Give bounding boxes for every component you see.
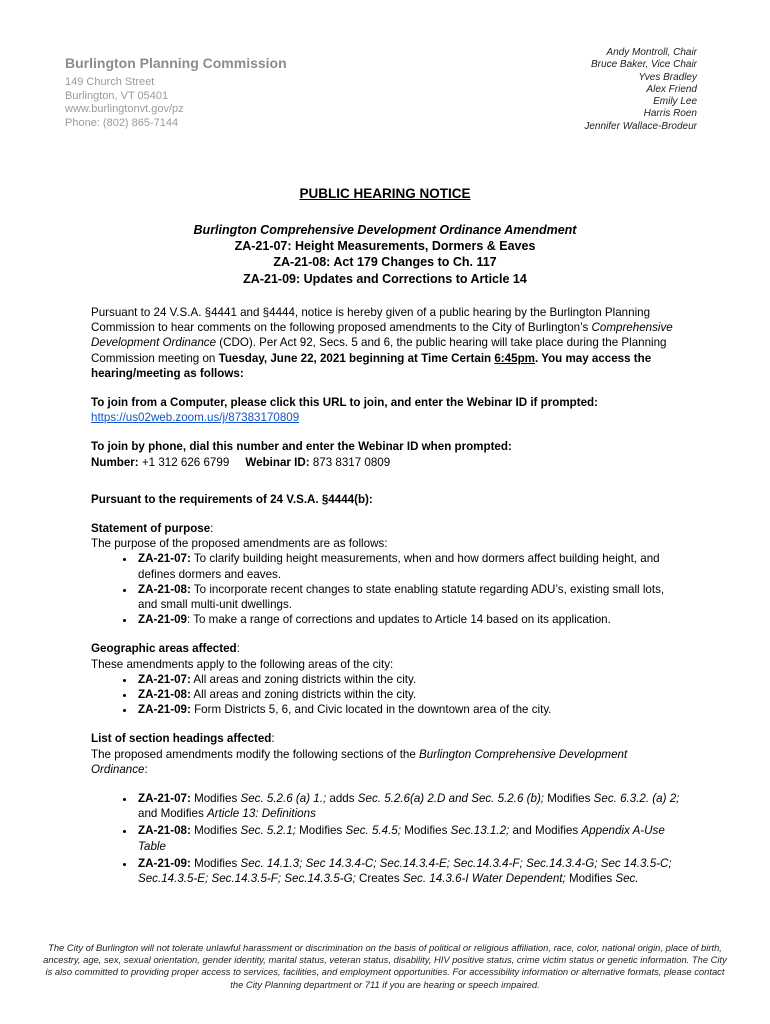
amendment-code: ZA-21-08: [138,582,191,596]
item-text: Modifies [190,824,241,838]
org-name: Burlington Planning Commission [65,55,287,71]
section-ref: Sec. 5.2.1; [240,824,296,838]
sections-heading-text: List of section headings affected [91,732,272,746]
amendment-code: ZA-21-09: [138,856,191,870]
intro-access-text: . You may access the hearing/meeting as follows: [91,351,652,380]
item-text: and Modifies [509,824,582,838]
member-name: Bruce Baker, Vice Chair [591,59,697,71]
purpose-intro: The purpose of the proposed amendments are as follows: [91,537,388,551]
join-computer-label: To join from a Computer, please click this URL to join, and enter the Webinar ID if prompted: [91,396,598,410]
webinar-id-label: Webinar ID: [245,455,310,469]
item-text: Creates [355,872,403,886]
amendment-code: ZA-21-09: [138,703,191,717]
list-item [136,702,681,717]
section-ref: Article 13: Definitions [206,807,316,821]
item-text: and Modifies [138,807,207,821]
amendment-code: ZA-21-07: [138,672,191,686]
list-item [136,612,681,627]
list-item [136,856,681,886]
list-item [136,823,681,853]
amendment-title: ZA-21-08: Act 179 Changes to Ch. 117 [273,255,497,270]
areas-heading [91,641,681,656]
address-line: Burlington, VT 05401 [65,89,169,102]
member-name: Harris Roen [643,108,697,120]
areas-intro: These amendments apply to the following areas of the city: [91,657,394,671]
amendment-code: ZA-21-07: [138,552,191,566]
areas-heading-text: Geographic areas affected [91,642,237,656]
heading-colon: : [210,522,214,536]
heading-colon: : [236,642,240,656]
section-ref: Appendix A-Use Table [138,824,665,853]
webinar-id: 873 8317 0809 [312,455,391,469]
item-text: All areas and zoning districts within the city. [190,688,417,702]
amendment-code: ZA-21-09 [138,613,187,627]
item-text: All areas and zoning districts within the city. [190,672,417,686]
item-text: Modifies [295,824,346,838]
intro-text: : [144,762,148,776]
item-text: : To make a range of corrections and updates to Article 14 based on its application. [186,613,611,627]
member-name: Andy Montroll, Chair [606,47,697,58]
member-name: Emily Lee [653,96,697,108]
areas-list [91,672,681,718]
section-ref: Sec. 14.1.3; Sec 14.3.4-C; Sec.14.3.4-E; Sec.14.3.4-F; Sec.14.3.4-G; Sec 14.3.5-C; Sec.14.3.5-E; Sec.14.3.5-F; Sec.14.3.5-G; [138,856,672,886]
section-ref: Sec. 5.2.6 (a) 1.; [240,792,327,806]
list-item [136,551,681,581]
hearing-date: Tuesday, June 22, 2021 beginning at Time Certain [218,351,495,365]
purpose-heading [91,521,681,536]
list-item [136,687,681,702]
sections-list [91,791,681,886]
org-block [65,55,365,130]
section-ref: Sec. 14.3.6-I Water Dependent; [402,872,566,886]
section-ref: Sec. 5.4.5; [345,824,401,838]
amendment-title: ZA-21-09: Updates and Corrections to Article 14 [243,271,527,286]
list-item [136,791,681,821]
purpose-heading-text: Statement of purpose [91,522,211,536]
member-name: Yves Bradley [638,71,697,83]
section-ref: Sec. [615,872,639,886]
ordinance-name: Comprehensive Development Ordinance [91,321,673,350]
phone-number: +1 312 626 6799 [141,455,230,469]
intro-text: The proposed amendments modify the following sections of the [91,747,420,761]
amendment-main-title: Burlington Comprehensive Development Ordinance Amendment [193,223,577,237]
amendment-title: ZA-21-07: Height Measurements, Dormers & Eaves [234,239,536,254]
webinar-url-link[interactable]: https://us02web.zoom.us/j/87383170809 [91,411,300,425]
amendment-code: ZA-21-08: [138,824,191,838]
item-text: Modifies [544,792,594,806]
hearing-time: 6:45pm [494,351,535,365]
section-ref: Sec. 6.3.2. (a) 2; [593,792,680,806]
item-text: Modifies [190,856,241,870]
purpose-list [91,551,681,627]
amendment-titles [0,222,770,287]
phone-line: Phone: (802) 865-7144 [65,116,179,129]
join-phone-label: To join by phone, dial this number and enter the Webinar ID when prompted: [91,440,512,454]
item-text: Modifies [565,872,616,886]
item-text: To incorporate recent changes to state enabling statute regarding ADU’s, existing small lots, and small multi-unit dwellings. [138,582,665,612]
item-text: To clarify building height measurements, when and how dormers affect building height, and defines dormers and eaves. [138,552,660,581]
item-text: Modifies [400,824,451,838]
phone-details [91,455,681,470]
section-ref: Sec.13.1.2; [450,824,510,838]
website-line: www.burlingtonvt.gov/pz [65,103,184,116]
number-label: Number: [91,455,139,469]
member-name: Jennifer Wallace-Brodeur [584,120,697,132]
intro-text: (CDO). Per Act 92, Secs. 5 and 6, the public hearing will take place during the Planning Commission meeting on [91,336,667,365]
non-discrimination-footer: The City of Burlington will not tolerate unlawful harassment or discrimination on the basis of political or religious affiliation, race, color, national origin, place of birth, ancestry, age, sex, sexual orientation, gender identity, marital status, veteran status, disability, HIV positive status, crime victim status or genetic information. The City is also committed to providing proper access to services, facilities, and employment opportunities. For accessibility information or alternative formats, please contact the City Planning department or 711 if you are hearing or speech impaired. [43,942,727,990]
intro-text: Pursuant to 24 V.S.A. §4441 and §4444, notice is hereby given of a public hearing by the Burlington Planning Commission to hear comments on the following proposed amendments to the City of Burlington’s [91,306,651,335]
amendment-code: ZA-21-07: [138,792,191,806]
ordinance-name: Burlington Comprehensive Development Ordinance [91,747,628,776]
member-name: Alex Friend [646,83,697,95]
heading-colon: : [271,732,275,746]
amendment-code: ZA-21-08: [138,688,191,702]
item-text: Form Districts 5, 6, and Civic located in the downtown area of the city. [190,703,552,717]
list-item [136,672,681,687]
address-line: 149 Church Street [65,76,155,88]
notice-title: PUBLIC HEARING NOTICE [299,186,471,201]
item-text: Modifies [190,792,241,806]
sections-heading [91,731,681,746]
commission-members [437,47,697,133]
list-item [136,582,681,612]
intro-paragraph [91,305,681,381]
notice-body [91,305,681,888]
section-ref: Sec. 5.2.6(a) 2.D and Sec. 5.2.6 (b); [357,792,545,806]
requirements-heading: Pursuant to the requirements of 24 V.S.A. §4444(b): [91,492,373,506]
sections-intro [91,747,681,777]
item-text: adds [326,792,358,806]
